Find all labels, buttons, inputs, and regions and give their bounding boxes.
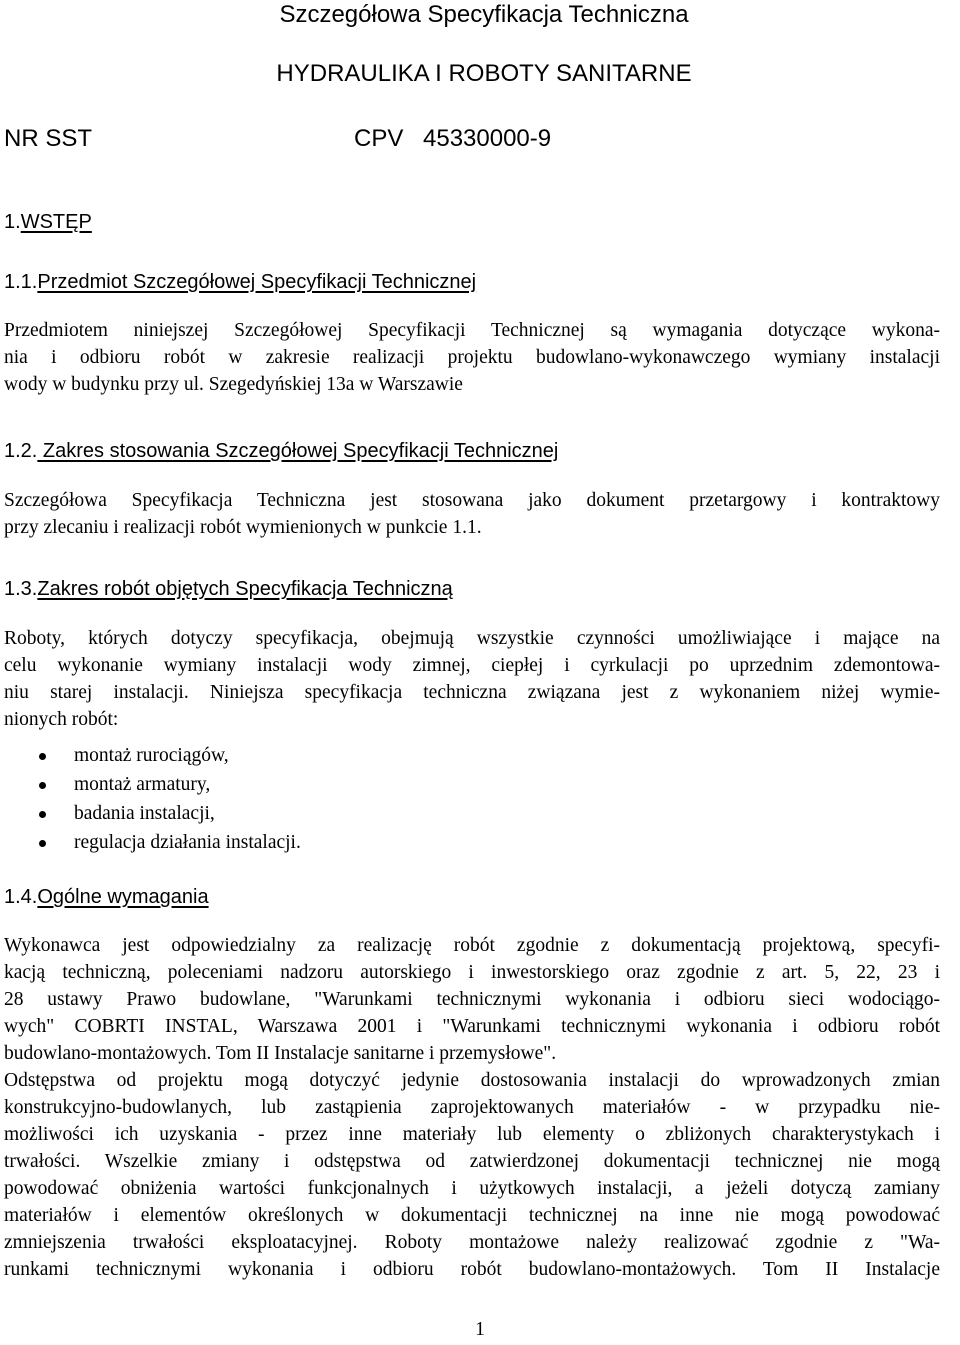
section-heading-1-3 — [4, 577, 453, 601]
paragraph-line: 28 ustawy Prawo budowlane, "Warunkami technicznymi wykonania i odbioru sieci wodociągo- — [4, 989, 940, 1010]
paragraph-line: materiałów i elementów określonych w dokumentacji technicznej na inne nie mogą powodować — [4, 1205, 940, 1226]
section-number: 1. — [4, 211, 21, 233]
section-1-1-paragraph — [4, 317, 940, 398]
paragraph-line: zmniejszenia trwałości eksploatacyjnej. Roboty montażowe należy realizować zgodnie z "Wa- — [4, 1232, 940, 1253]
paragraph-line: powodować obniżenia wartości funkcjonalnych i użytkowych instalacji, a jeżeli dotyczą zamiany — [4, 1178, 940, 1199]
section-heading-1-4 — [4, 885, 209, 909]
paragraph-line: przy zlecaniu i realizacji robót wymienionych w punkcie 1.1. — [4, 517, 482, 538]
section-title: Przedmiot Szczegółowej Specyfikacji Technicznej — [37, 271, 477, 293]
section-1-3-paragraph — [4, 625, 940, 733]
paragraph-line: budowlano-montażowych. Tom II Instalacje sanitarne i przemysłowe". — [4, 1043, 557, 1064]
section-title: Zakres robót objętych Specyfikacja Techniczną — [37, 578, 453, 600]
section-number: 1.3. — [4, 578, 38, 600]
nr-sst-label: NR SST — [4, 125, 93, 152]
bullet-icon — [39, 811, 46, 818]
section-number: 1.2. — [4, 440, 38, 462]
section-1-4-paragraph — [4, 932, 940, 1283]
list-item-text: montaż armatury, — [74, 774, 211, 795]
paragraph-line: Szczegółowa Specyfikacja Techniczna jest stosowana jako dokument przetargowy i kontraktowy — [4, 490, 940, 511]
paragraph-line: kacją techniczną, poleceniami nadzoru autorskiego i inwestorskiego oraz zgodnie z art. 5, 22, 23 i — [4, 962, 940, 983]
paragraph-line: konstrukcyjno-budowlanych, lub zastąpienia zaprojektowanych materiałów - w przypadku nie- — [4, 1097, 940, 1118]
paragraph-line: nia i odbioru robót w zakresie realizacji projektu budowlano-wykonawczego wymiany instalacji — [4, 347, 940, 368]
bullet-icon — [39, 840, 46, 847]
section-heading-1-1 — [4, 270, 476, 294]
paragraph-line: Roboty, których dotyczy specyfikacja, obejmują wszystkie czynności umożliwiające i mające na — [4, 628, 940, 649]
section-title: Ogólne wymagania — [37, 886, 209, 908]
paragraph-line: niu starej instalacji. Niniejsza specyfikacja techniczna związana jest z wykonaniem niżej wymie- — [4, 682, 940, 703]
document-title: Szczegółowa Specyfikacja Techniczna — [279, 1, 689, 28]
paragraph-line: Przedmiotem niniejszej Szczegółowej Specyfikacji Technicznej są wymagania dotyczące wykona- — [4, 320, 940, 341]
document-subtitle: HYDRAULIKA I ROBOTY SANITARNE — [276, 60, 692, 87]
section-heading-1-2 — [4, 439, 558, 463]
section-title: WSTĘP — [20, 211, 92, 233]
section-number: 1.1. — [4, 271, 38, 293]
paragraph-line: wody w budynku przy ul. Szegedyńskiej 13a w Warszawie — [4, 374, 463, 395]
bullet-icon — [39, 753, 46, 760]
paragraph-line: Wykonawca jest odpowiedzialny za realizację robót zgodnie z dokumentacją projektową, specyfi- — [4, 935, 940, 956]
cpv-label: CPV — [354, 125, 404, 152]
page-number: 1 — [475, 1319, 485, 1340]
list-item-text: montaż rurociągów, — [74, 745, 229, 766]
paragraph-line: runkami technicznymi wykonania i odbioru robót budowlano-montażowych. Tom II Instalacje — [4, 1259, 940, 1280]
list-item-text: regulacja działania instalacji. — [74, 832, 301, 853]
cpv-code: 45330000-9 — [423, 125, 552, 152]
paragraph-line: Odstępstwa od projektu mogą dotyczyć jedynie dostosowania instalacji do wprowadzonych zmian — [4, 1070, 940, 1091]
paragraph-line: możliwości ich uzyskania - przez inne materiały lub elementy o zbliżonych charakterystykach i — [4, 1124, 940, 1145]
paragraph-line: nionych robót: — [4, 709, 119, 730]
paragraph-line: celu wykonanie wymiany instalacji wody zimnej, ciepłej i cyrkulacji po uprzednim zdemontowa- — [4, 655, 940, 676]
section-1-2-paragraph — [4, 487, 940, 541]
section-number: 1.4. — [4, 886, 38, 908]
section-title: Zakres stosowania Szczegółowej Specyfikacji Technicznej — [37, 440, 559, 462]
list-item-text: badania instalacji, — [74, 803, 215, 824]
paragraph-line: trwałości. Wszelkie zmiany i odstępstwa od zatwierdzonej dokumentacji technicznej nie mogą — [4, 1151, 940, 1172]
bullet-icon — [39, 782, 46, 789]
paragraph-line: wych" COBRTI INSTAL, Warszawa 2001 i "Warunkami technicznymi wykonania i odbioru robót — [4, 1016, 940, 1037]
section-heading-1 — [4, 210, 92, 234]
